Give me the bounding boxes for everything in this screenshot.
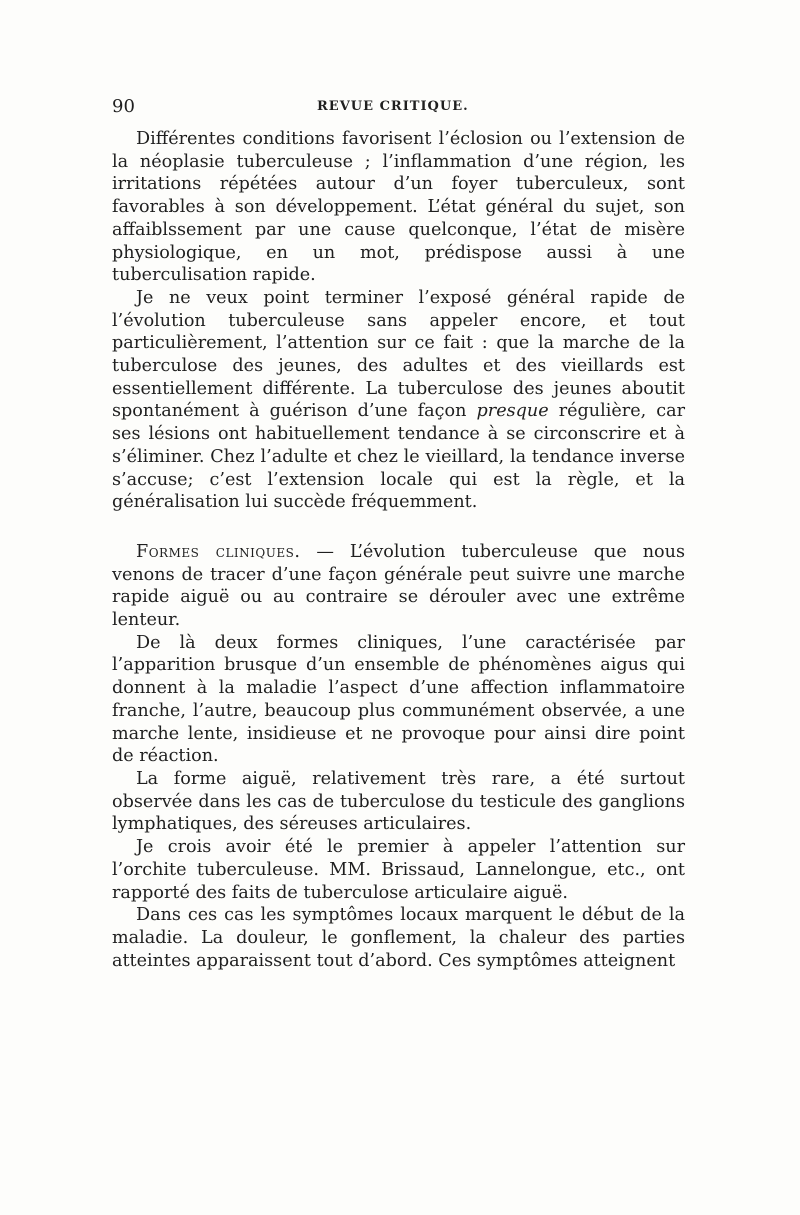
running-title: REVUE CRITIQUE. xyxy=(317,99,469,114)
paragraph-orchite xyxy=(112,836,685,904)
paragraph-text: De là deux formes cliniques, l’une caractérisée par l’apparition brusque d’un ensemble de phénomènes aigus qui donnent à la maladie l’aspect d’une affection inflammatoire franche, l’autre, beaucoup plus communément observée, a une marche lente, insidieuse et ne provoque pour ainsi dire point de réaction. xyxy=(112,632,685,767)
paragraph-formes-cliniques xyxy=(112,541,685,632)
page-number: 90 xyxy=(112,96,135,117)
page-header xyxy=(112,96,682,120)
paragraph-deux-formes xyxy=(112,632,685,768)
body-text xyxy=(112,128,685,972)
paragraph-text: La forme aiguë, relativement très rare, a été surtout observée dans les cas de tuberculose du testicule des ganglions lymphatiques, des séreuses articulaires. xyxy=(112,768,685,835)
paragraph-symptomes xyxy=(112,904,685,972)
paragraph-conditions xyxy=(112,128,685,287)
paragraph-text-start: Je ne veux point terminer l’exposé général rapide de l’évolution tuberculeuse sans appeler encore, et tout particulièrement, l’attention sur ce fait : que la marche de la tuberculose des jeunes, des adultes et des vieillards est essentiellement différente. La tuberculose des jeunes aboutit spontanément à guérison d’une façon xyxy=(112,287,685,422)
emphasis-word: presque xyxy=(476,401,549,422)
paragraph-forme-aigue xyxy=(112,768,685,836)
paragraph-text: — L’évolution tuberculeuse que nous venons de tracer d’une façon générale peut suivre une marche rapide aiguë ou au contraire se dérouler avec une extrême lenteur. xyxy=(112,541,685,631)
section-heading: Formes cliniques. xyxy=(136,541,301,562)
paragraph-text: Dans ces cas les symptômes locaux marquent le début de la maladie. La douleur, le gonflement, la chaleur des parties atteintes apparaissent tout d’abord. Ces symptômes atteignent xyxy=(112,905,685,971)
paragraph-text: Différentes conditions favorisent l’éclosion ou l’extension de la néoplasie tuberculeuse ; l’inflammation d’une région, les irritations répétées autour d’un foyer tuberculeux, sont favorables à son développement. L’état général du sujet, son affaiblssement par une cause quelconque, l’état de misère physiologique, en un mot, prédispose aussi à une tuberculisation rapide. xyxy=(112,129,685,286)
paragraph-text-end: régulière, car ses lésions ont habituellement tendance à se circonscrire et à s’éliminer. Chez l’adulte et chez le vieillard, la tendance inverse s’accuse; c’est l’extension locale qui est la règle, et la généralisation lui succède fréquemment. xyxy=(112,401,686,513)
paragraph-evolution xyxy=(112,287,685,514)
paragraph-text: Je crois avoir été le premier à appeler l’attention sur l’orchite tuberculeuse. MM. Brissaud, Lannelongue, etc., ont rapporté des faits de tuberculose articulaire aiguë. xyxy=(112,837,685,903)
section-gap xyxy=(112,514,685,541)
